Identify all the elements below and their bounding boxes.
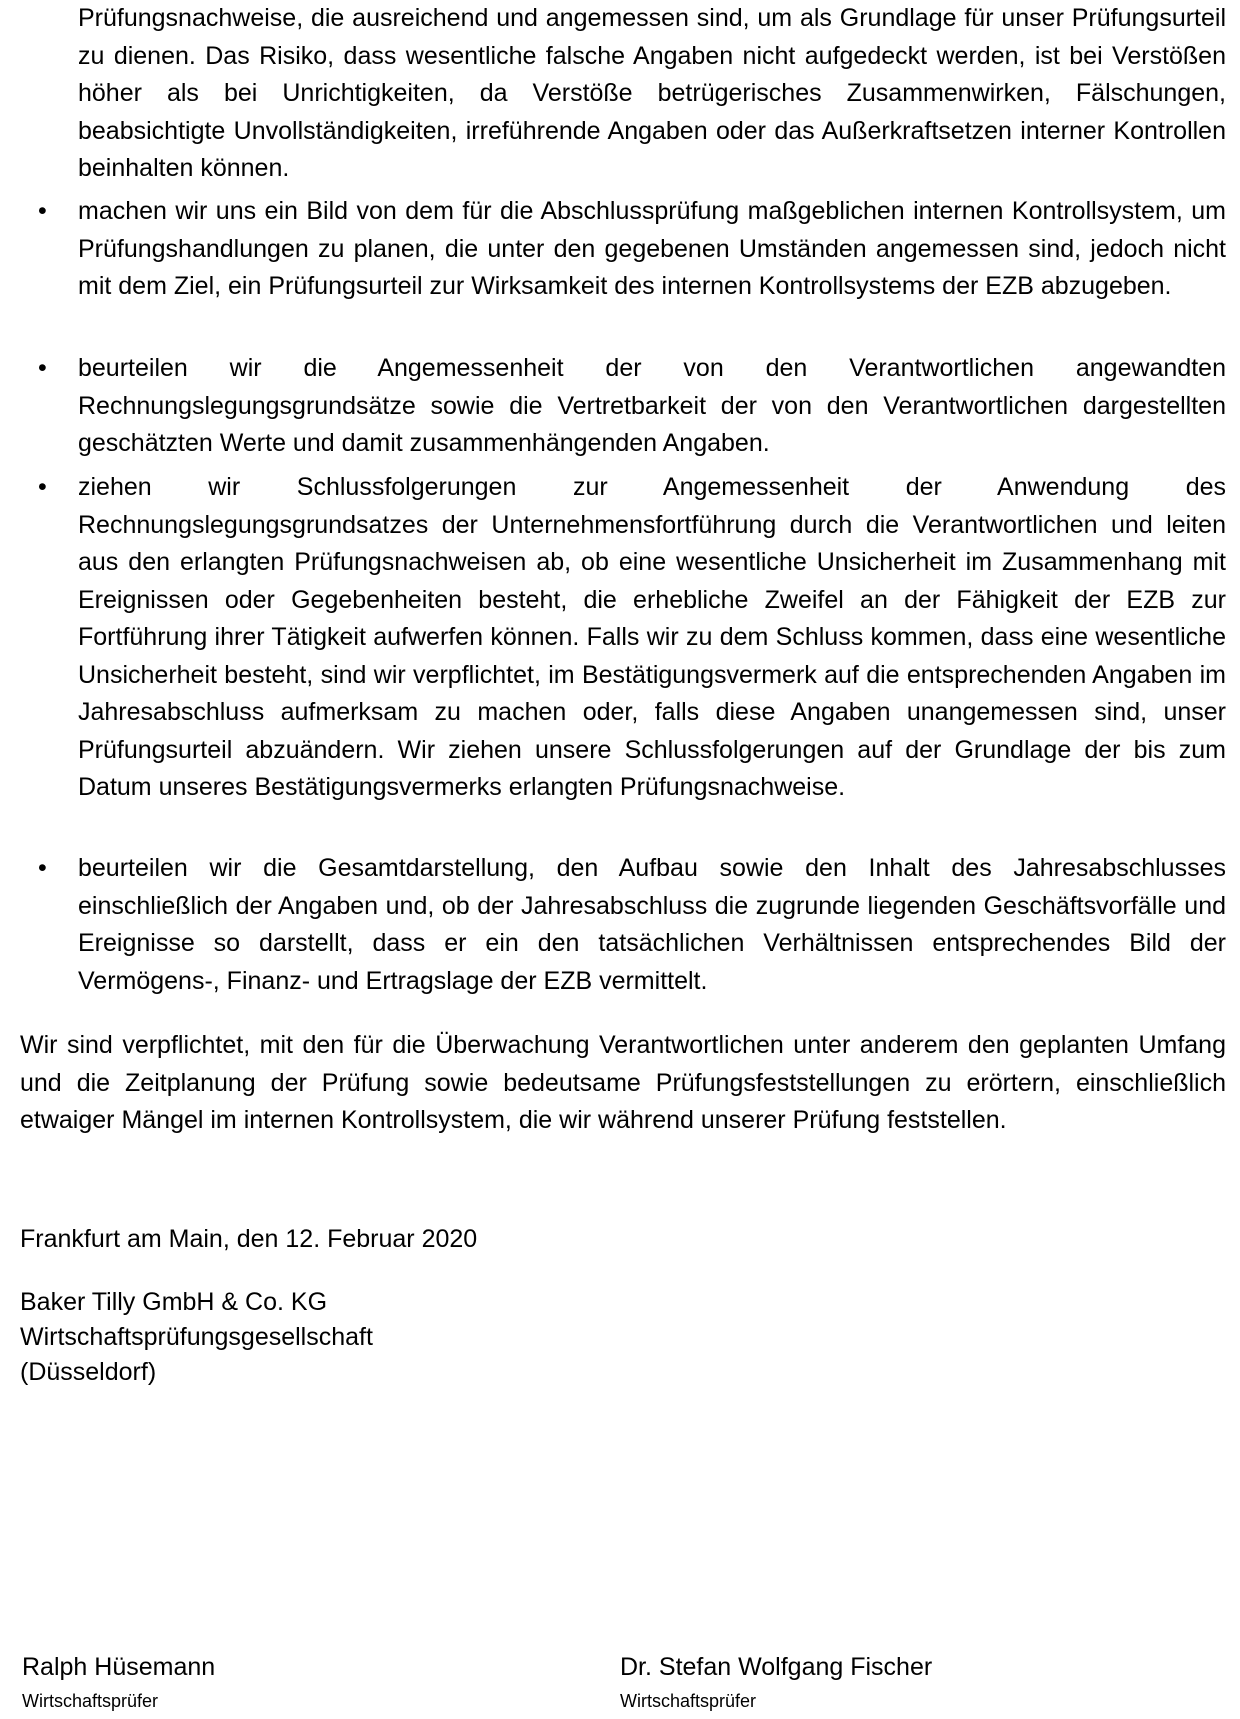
bullet-text: beurteilen wir die Gesamtdarstellung, den Aufbau sowie den Inhalt des Jahresabschlusses einschließlich der Angaben und, ob der Jahresabschluss die zugrunde liegenden Geschäftsvorfälle und Ereignisse so darstellt, dass er ein den tatsächlichen Verhältnissen entsprechendes Bild der Vermögens-, Finanz- und Ertragslage der EZB vermittelt. (78, 854, 1226, 995)
bullet-icon: • (38, 354, 47, 382)
bullet-item (38, 350, 1226, 463)
bullet-text: ziehen wir Schlussfolgerungen zur Angemessenheit der Anwendung des Rechnungslegungsgrundsatzes der Unternehmensfortführung durch die Verantwortlichen und leiten aus den erlangten Prüfungsnachweisen ab, ob eine wesentliche Unsicherheit im Zusammenhang mit Ereignissen oder Gegebenheiten besteht, die erhebliche Zweifel an der Fähigkeit der EZB zur Fortführung ihrer Tätigkeit aufwerfen können. Falls wir zu dem Schluss kommen, dass eine wesentliche Unsicherheit besteht, sind wir verpflichtet, im Bestätigungsvermerk auf die entsprechenden Angaben im Jahresabschluss aufmerksam zu machen oder, falls diese Angaben unangemessen sind, unser Prüfungsurteil abzuändern. Wir ziehen unsere Schlussfolgerungen auf der Grundlage der bis zum Datum unseres Bestätigungsvermerks erlangten Prüfungsnachweise. (78, 473, 1226, 801)
bullet-text: beurteilen wir die Angemessenheit der von den Verantwortlichen angewandten Rechnungslegungsgrundsätze sowie die Vertretbarkeit der von den Verantwortlichen dargestellten geschätzten Werte und damit zusammenhängenden Angaben. (78, 354, 1226, 457)
firm-name: Baker Tilly GmbH & Co. KG (20, 1288, 328, 1316)
bullet-icon: • (38, 854, 47, 882)
place-date: Frankfurt am Main, den 12. Februar 2020 (20, 1225, 478, 1253)
signatory-name: Ralph Hüsemann (22, 1653, 216, 1681)
firm-type: Wirtschaftsprüfungsgesellschaft (20, 1323, 373, 1351)
bullet-text: machen wir uns ein Bild von dem für die Abschlussprüfung maßgeblichen internen Kontrollsystem, um Prüfungshandlungen zu planen, die unter den gegebenen Umständen angemessen sind, jedoch nicht mit dem Ziel, ein Prüfungsurteil zur Wirksamkeit des internen Kontrollsystems der EZB abzugeben. (78, 197, 1226, 300)
signatory-title: Wirtschaftsprüfer (620, 1691, 757, 1711)
signatory-name: Dr. Stefan Wolfgang Fischer (620, 1653, 933, 1681)
bullet-item (38, 193, 1226, 306)
bullet-icon: • (38, 473, 47, 501)
bullet-item (38, 469, 1226, 807)
closing-paragraph: Wir sind verpflichtet, mit den für die Überwachung Verantwortlichen unter anderem den geplanten Umfang und die Zeitplanung der Prüfung sowie bedeutsame Prüfungsfeststellungen zu erörtern, einschließlich etwaiger Mängel im internen Kontrollsystem, die wir während unserer Prüfung feststellen. (20, 1031, 1226, 1134)
bullet-item (38, 850, 1226, 1000)
signatory-title: Wirtschaftsprüfer (22, 1691, 159, 1711)
bullet-icon: • (38, 197, 47, 225)
continuation-paragraph: Prüfungsnachweise, die ausreichend und angemessen sind, um als Grundlage für unser Prüfungsurteil zu dienen. Das Risiko, dass wesentliche falsche Angaben nicht aufgedeckt werden, ist bei Verstößen höher als bei Unrichtigkeiten, da Verstöße betrügerisches Zusammenwirken, Fälschungen, beabsichtigte Unvollständigkeiten, irreführende Angaben oder das Außerkraftsetzen interner Kontrollen beinhalten können. (78, 4, 1226, 182)
firm-location: (Düsseldorf) (20, 1358, 157, 1386)
